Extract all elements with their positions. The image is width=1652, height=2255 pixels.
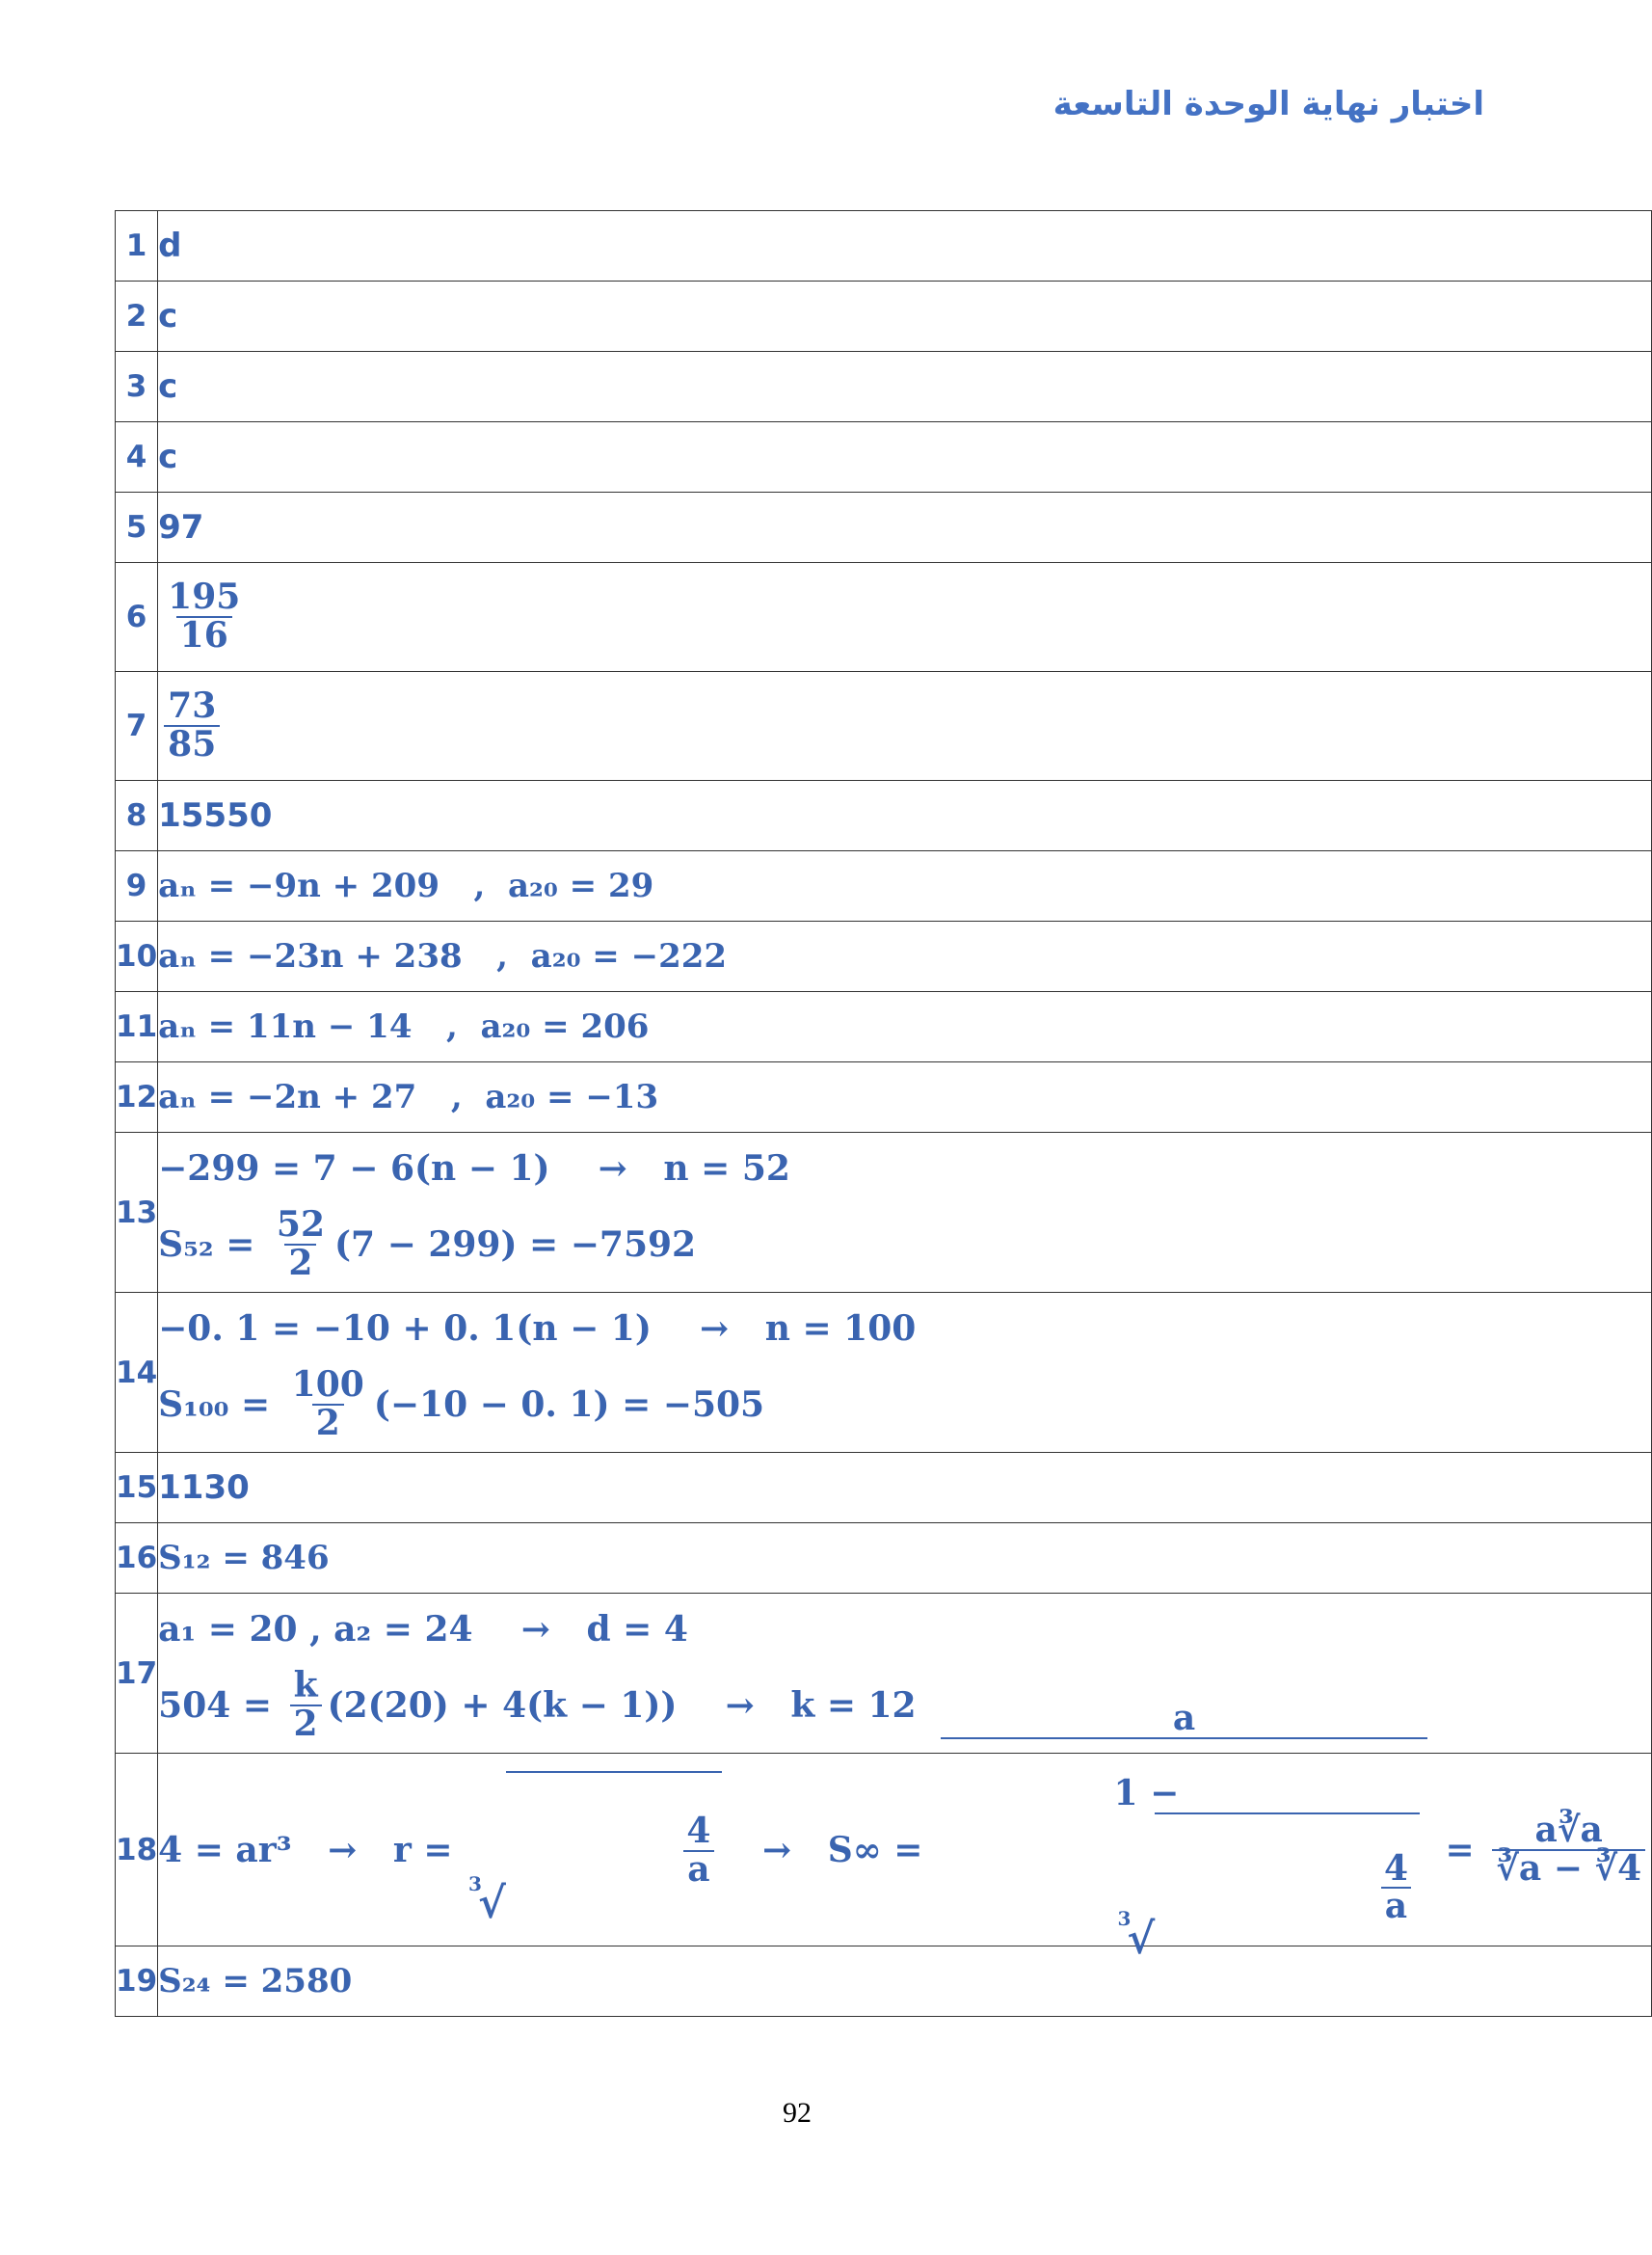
- answer-cell: [158, 563, 1652, 672]
- fraction: [941, 1698, 1427, 1998]
- answer-cell: aₙ = −9n + 209 , a₂₀ = 29: [158, 851, 1652, 922]
- answer-cell: c: [158, 352, 1652, 422]
- numerator: 100: [291, 1363, 364, 1405]
- table-row: [116, 282, 1652, 352]
- question-number: 1: [116, 211, 158, 282]
- equation-line: −299 = 7 − 6(n − 1) → n = 52: [158, 1147, 790, 1189]
- denominator: ∛a − ∛4: [1492, 1849, 1645, 1888]
- numerator: 195: [168, 577, 241, 618]
- answer-cell: aₙ = −2n + 27 , a₂₀ = −13: [158, 1062, 1652, 1133]
- table-row: [116, 1754, 1652, 1946]
- equation-part: 4 = ar³ → r =: [158, 1829, 466, 1870]
- question-number: 15: [116, 1453, 158, 1523]
- equation-line: [158, 1200, 1651, 1289]
- equation-rhs: (7 − 299) = −7592: [334, 1223, 697, 1265]
- fraction: [273, 1203, 329, 1283]
- answer-cell: d: [158, 211, 1652, 282]
- numerator: 4: [686, 1810, 711, 1851]
- radical-sign: √: [477, 1879, 506, 1929]
- question-number: 16: [116, 1523, 158, 1594]
- equation-lhs: S₁₀₀ =: [158, 1383, 282, 1425]
- table-row: [116, 1133, 1652, 1293]
- question-number: 11: [116, 992, 158, 1062]
- cube-root: [468, 1771, 722, 1929]
- radicand: [506, 1771, 723, 1929]
- table-row: [116, 563, 1652, 672]
- numerator: a: [1172, 1698, 1196, 1739]
- question-number: 12: [116, 1062, 158, 1133]
- equation-line: a₁ = 20 , a₂ = 24 → d = 4: [158, 1608, 688, 1650]
- denominator: 2: [290, 1705, 322, 1743]
- answer-cell: c: [158, 282, 1652, 352]
- answer-cell: aₙ = 11n − 14 , a₂₀ = 206: [158, 992, 1652, 1062]
- radicand: [1155, 1812, 1420, 1962]
- question-number: 2: [116, 282, 158, 352]
- answer-cell: [158, 672, 1652, 781]
- equation-rhs: (−10 − 0. 1) = −505: [373, 1383, 765, 1425]
- question-number: 4: [116, 422, 158, 493]
- fraction: [1380, 1847, 1412, 1927]
- numerator: k: [293, 1664, 318, 1705]
- root-index: 3: [1117, 1906, 1132, 1930]
- page-number: 92: [783, 2097, 812, 2129]
- radical-sign: √: [1127, 1914, 1156, 1964]
- page-title: اختبار نهاية الوحدة التاسعة: [1052, 85, 1484, 123]
- denominator: 2: [312, 1404, 344, 1442]
- question-number: 7: [116, 672, 158, 781]
- table-row: [116, 672, 1652, 781]
- equation-rhs: (2(20) + 4(k − 1)) → k = 12: [327, 1684, 917, 1726]
- answer-cell: S₁₂ = 846: [158, 1523, 1652, 1594]
- question-number: 5: [116, 493, 158, 563]
- numerator: 4: [1383, 1847, 1408, 1889]
- table-row: [116, 851, 1652, 922]
- answer-cell: aₙ = −23n + 238 , a₂₀ = −222: [158, 922, 1652, 992]
- answer-key-table: [115, 210, 1652, 2017]
- equals-sign: =: [1433, 1829, 1487, 1870]
- equation-lhs: S₅₂ =: [158, 1223, 267, 1265]
- answer-cell: 1130: [158, 1453, 1652, 1523]
- answer-cell: S₂₄ = 2580: [158, 1946, 1652, 2017]
- equation-lhs: 504 =: [158, 1684, 284, 1726]
- question-number: 17: [116, 1594, 158, 1754]
- table-row: [116, 781, 1652, 851]
- fraction: [288, 1363, 368, 1443]
- table-row: [116, 493, 1652, 563]
- table-row: [116, 1453, 1652, 1523]
- question-number: 6: [116, 563, 158, 672]
- equation-line: −0. 1 = −10 + 0. 1(n − 1) → n = 100: [158, 1307, 917, 1349]
- numerator: 52: [276, 1203, 326, 1245]
- question-number: 14: [116, 1293, 158, 1453]
- numerator: a∛a: [1534, 1809, 1603, 1850]
- fraction: [682, 1810, 714, 1890]
- question-number: 10: [116, 922, 158, 992]
- fraction: [164, 685, 220, 765]
- cube-root: [1117, 1812, 1420, 1962]
- table-row: [116, 922, 1652, 992]
- table-row: [116, 1293, 1652, 1453]
- equation-line: [158, 1360, 1651, 1449]
- table-row: [116, 211, 1652, 282]
- question-number: 19: [116, 1946, 158, 2017]
- denominator: [941, 1737, 1427, 1999]
- numerator: 73: [168, 685, 217, 727]
- answer-cell: 97: [158, 493, 1652, 563]
- table-row: [116, 1523, 1652, 1594]
- question-number: 8: [116, 781, 158, 851]
- answer-cell: [158, 1293, 1652, 1453]
- fraction: [164, 579, 244, 655]
- denominator: 85: [164, 725, 220, 764]
- fraction: [1492, 1809, 1645, 1889]
- question-number: 9: [116, 851, 158, 922]
- table-row: [116, 992, 1652, 1062]
- table-row: [116, 1062, 1652, 1133]
- root-index: 3: [468, 1872, 482, 1896]
- question-number: 18: [116, 1754, 158, 1946]
- denominator: 2: [284, 1244, 316, 1282]
- denominator: 16: [176, 616, 232, 655]
- question-number: 3: [116, 352, 158, 422]
- denominator-prefix: 1 −: [1113, 1772, 1191, 1813]
- table-row: [116, 352, 1652, 422]
- denominator: a: [1381, 1887, 1411, 1925]
- answer-cell: 15550: [158, 781, 1652, 851]
- answer-cell: [158, 1594, 1652, 1754]
- fraction: [290, 1664, 322, 1744]
- question-number: 13: [116, 1133, 158, 1293]
- answer-cell: [158, 1133, 1652, 1293]
- denominator: a: [683, 1850, 713, 1889]
- table-row: [116, 422, 1652, 493]
- answer-cell: c: [158, 422, 1652, 493]
- equation-part: → S∞ =: [726, 1829, 936, 1870]
